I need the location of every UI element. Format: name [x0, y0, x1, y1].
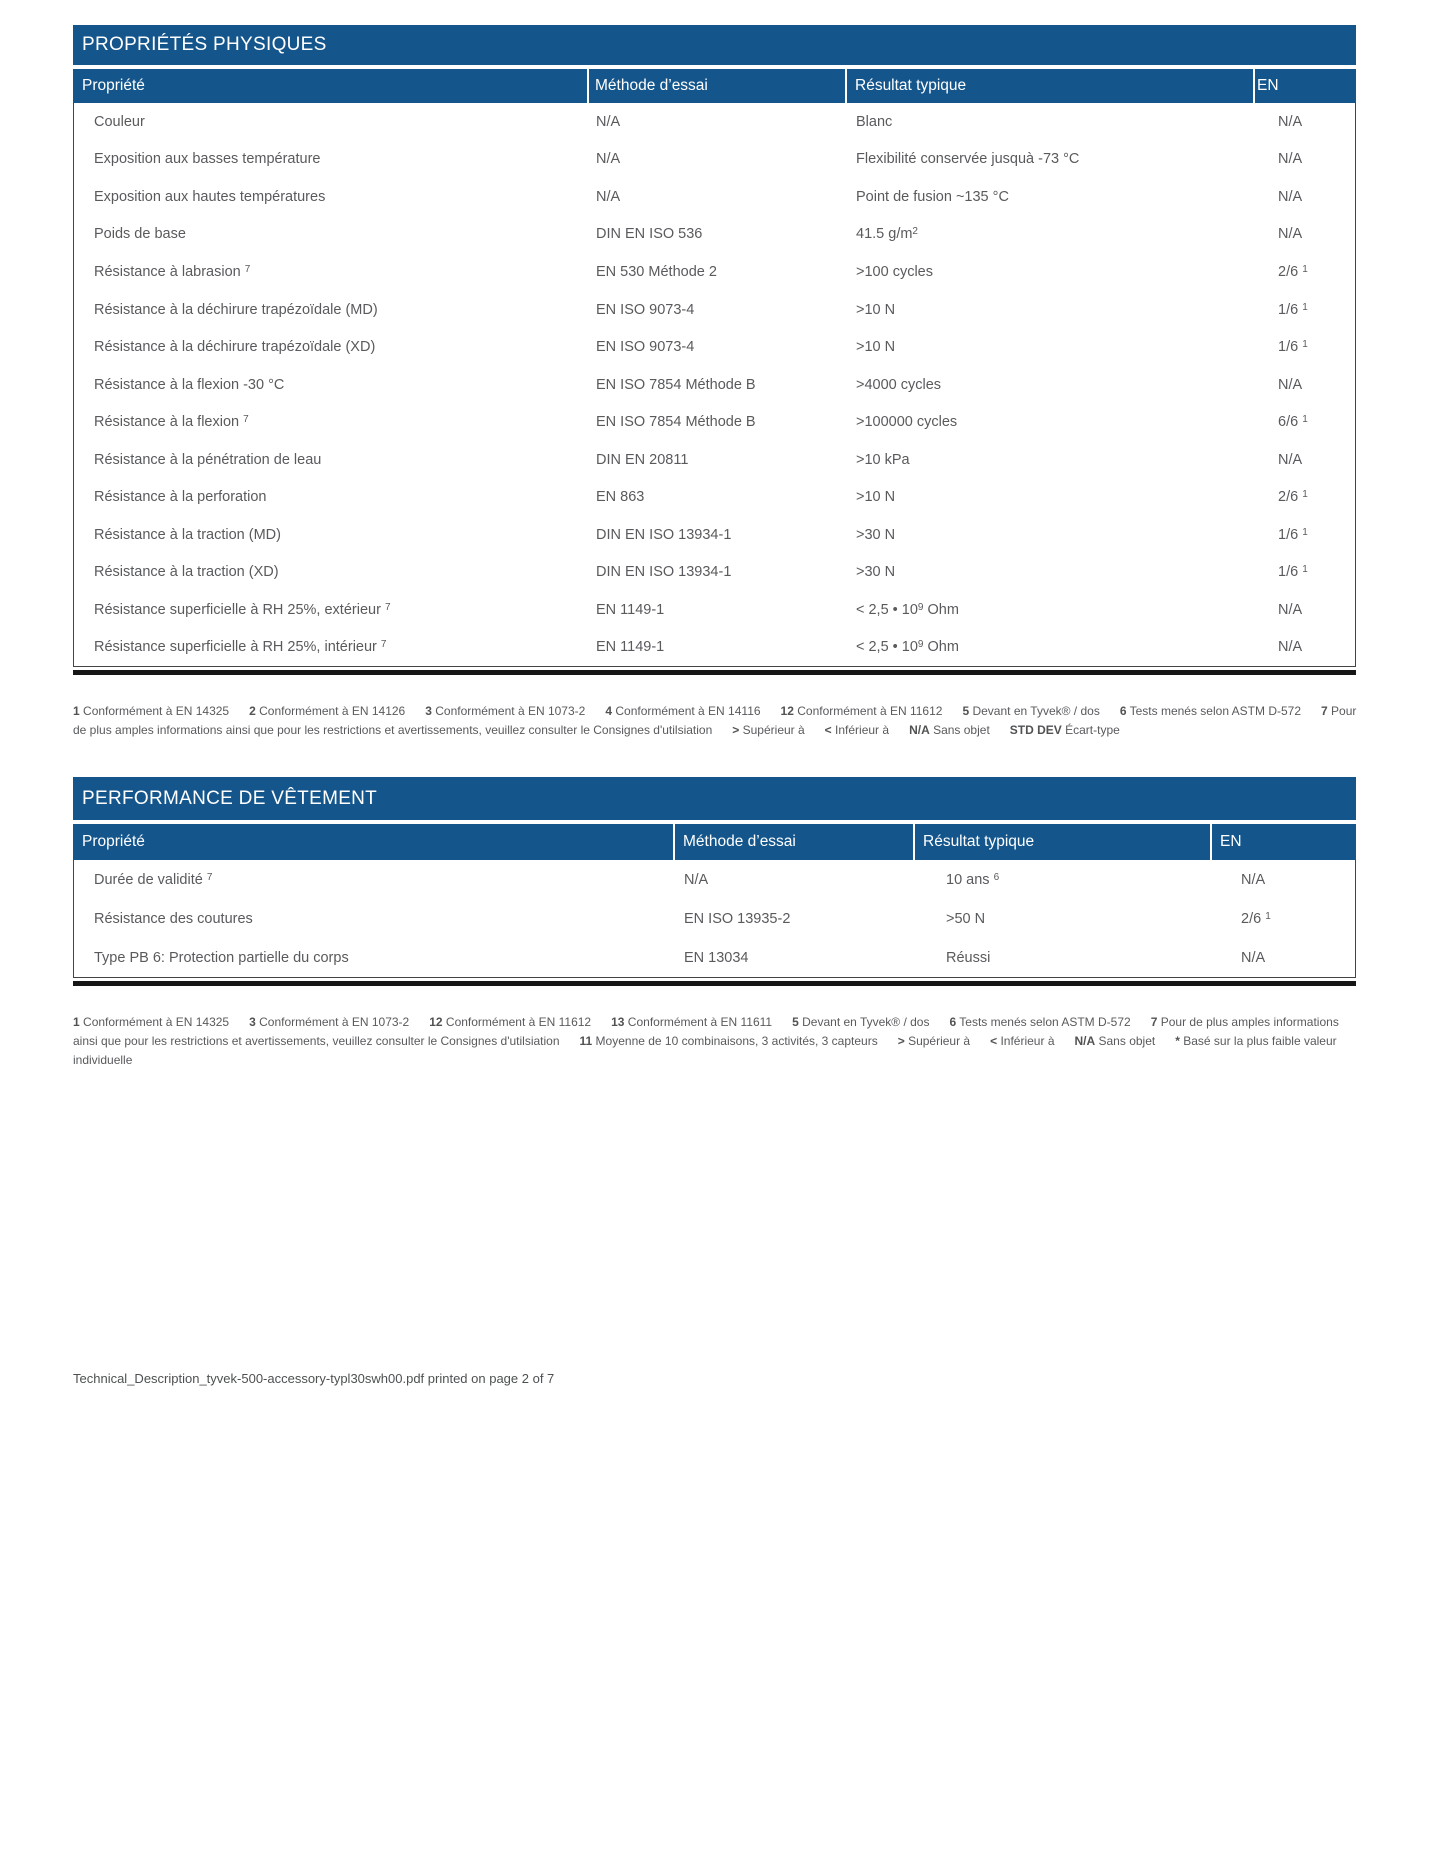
table-cell: Résistance à la flexion $^7$: [94, 414, 249, 431]
table-cell: Résistance à la flexion -30 °C: [94, 376, 285, 393]
section-title-bar: [73, 25, 1356, 65]
table-cell: 2/6 $^1$: [1278, 263, 1308, 280]
footnote-item: 1 Conformément à EN 14325: [73, 1015, 230, 1029]
table-row: [74, 253, 1355, 291]
table-cell: < 2,5 • $10^9$ Ohm: [856, 639, 959, 656]
table-cell: DIN EN ISO 13934-1: [596, 526, 732, 543]
table-cell: Résistance superficielle à RH 25%, extérieur $^7$: [94, 601, 391, 618]
table-cell: 41.5 $g/m^2$: [856, 226, 918, 243]
table-cell: >50 N: [946, 910, 986, 927]
footnote-item: N/A Sans objet: [909, 723, 990, 738]
footnote-item: 11 Moyenne de 10 combinaisons, 3 activités, 3 capteurs: [579, 1034, 878, 1048]
bottom-rule: [73, 981, 1356, 986]
table-body: [73, 103, 1356, 667]
physical-properties-table: [73, 25, 1356, 740]
table-cell: Exposition aux hautes températures: [94, 188, 326, 205]
table-cell: N/A: [1278, 151, 1303, 168]
footnotes-block: [73, 1013, 1363, 1070]
table-cell: EN ISO 7854 Méthode B: [596, 414, 756, 431]
table-cell: >4000 cycles: [856, 376, 942, 393]
section-title-bar: [73, 777, 1356, 820]
footnote-item: < Inférieur à: [990, 1034, 1055, 1048]
garment-performance-table: [73, 777, 1356, 1070]
table-cell: 6/6 $^1$: [1278, 414, 1308, 431]
table-row: [74, 328, 1355, 366]
table-cell: DIN EN ISO 536: [596, 226, 703, 243]
table-row: [74, 441, 1355, 479]
table-cell: N/A: [684, 871, 709, 888]
table-cell: 2/6 $^1$: [1241, 910, 1271, 927]
table-cell: Blanc: [856, 113, 893, 130]
column-header: Méthode d’essai: [595, 77, 708, 94]
table-cell: N/A: [1241, 871, 1266, 888]
table-cell: N/A: [1278, 451, 1303, 468]
table-cell: N/A: [1241, 949, 1266, 966]
table-cell: N/A: [1278, 601, 1303, 618]
footnote-item: 5 Devant en Tyvek® / dos: [792, 1015, 930, 1029]
footnote-item: 1 Conformément à EN 14325: [73, 704, 230, 719]
header-divider: [673, 824, 675, 860]
column-header: Propriété: [82, 77, 145, 94]
bottom-rule: [73, 670, 1356, 675]
footnote-item: 3 Conformément à EN 1073-2: [425, 704, 586, 719]
table-cell: >10 kPa: [856, 451, 910, 468]
footnote-item: > Supérieur à: [732, 723, 805, 738]
column-header: Résultat typique: [855, 77, 967, 94]
table-row: [74, 516, 1355, 554]
table-cell: EN 530 Méthode 2: [596, 263, 717, 280]
column-header: Propriété: [82, 833, 145, 850]
table-cell: N/A: [1278, 376, 1303, 393]
footnote-item: * Basé sur la plus faible valeur individuelle: [73, 1034, 1337, 1067]
table-cell: Résistance à la déchirure trapézoïdale (MD): [94, 301, 378, 318]
table-cell: Exposition aux basses température: [94, 151, 321, 168]
table-row: [74, 554, 1355, 592]
table-cell: >100 cycles: [856, 263, 933, 280]
table-cell: N/A: [1278, 188, 1303, 205]
table-cell: >10 N: [856, 489, 896, 506]
table-cell: 1/6 $^1$: [1278, 564, 1308, 581]
footnote-item: N/A Sans objet: [1074, 1034, 1156, 1048]
footnote-item: 2 Conformément à EN 14126: [249, 704, 406, 719]
table-cell: < 2,5 • $10^9$ Ohm: [856, 601, 959, 618]
table-cell: N/A: [596, 151, 621, 168]
table-cell: 10 ans $^6$: [946, 871, 1000, 888]
table-cell: Couleur: [94, 113, 145, 130]
table-cell: >30 N: [856, 526, 896, 543]
table-cell: EN 1149-1: [596, 639, 665, 656]
footnote-item: 6 Tests menés selon ASTM D-572: [1119, 704, 1302, 719]
table-cell: Résistance à la traction (XD): [94, 564, 279, 581]
header-divider: [845, 69, 847, 103]
table-cell: EN ISO 9073-4: [596, 339, 695, 356]
column-header: EN: [1220, 833, 1242, 850]
table-header-row: [73, 69, 1356, 103]
footnote-item: 7 Pour de plus amples informations ainsi que pour les restrictions et avertissements, veuillez consulter le Consignes d'utilsiation: [73, 1015, 1339, 1048]
page-footer: Technical_Description_tyvek-500-accessory-typl30swh00.pdf printed on page 2 of 7: [73, 1371, 555, 1386]
table-header-row: [73, 824, 1356, 860]
table-cell: EN ISO 9073-4: [596, 301, 695, 318]
table-cell: Poids de base: [94, 226, 186, 243]
column-header: Méthode d’essai: [683, 833, 796, 850]
table-row: [74, 478, 1355, 516]
table-row: [74, 103, 1355, 141]
footnotes-block: [73, 702, 1363, 740]
table-cell: Point de fusion ~135 °C: [856, 188, 1009, 205]
table-cell: Résistance à la perforation: [94, 489, 267, 506]
table-cell: N/A: [1278, 639, 1303, 656]
table-row: [74, 141, 1355, 179]
header-divider: [913, 824, 915, 860]
footnote-item: 6 Tests menés selon ASTM D-572: [949, 1015, 1131, 1029]
table-row: [74, 899, 1355, 938]
table-row: [74, 938, 1355, 977]
header-divider: [1253, 69, 1255, 103]
section-title: PROPRIÉTÉS PHYSIQUES: [82, 34, 327, 55]
footnote-item: 4 Conformément à EN 14116: [605, 704, 761, 719]
table-cell: N/A: [1278, 113, 1303, 130]
table-row: [74, 291, 1355, 329]
table-cell: EN ISO 13935-2: [684, 910, 791, 927]
column-header: EN: [1257, 77, 1279, 94]
table-cell: Résistance superficielle à RH 25%, intérieur $^7$: [94, 639, 387, 656]
table-cell: EN 13034: [684, 949, 749, 966]
table-row: [74, 629, 1355, 667]
table-cell: Résistance à la traction (MD): [94, 526, 281, 543]
table-cell: EN ISO 7854 Méthode B: [596, 376, 756, 393]
table-cell: EN 1149-1: [596, 601, 665, 618]
footnote-item: STD DEV Écart-type: [1009, 723, 1120, 738]
table-cell: Résistance à la déchirure trapézoïdale (XD): [94, 339, 376, 356]
table-row: [74, 178, 1355, 216]
table-row: [74, 216, 1355, 254]
table-cell: N/A: [596, 188, 621, 205]
table-cell: Flexibilité conservée jusquà -73 °C: [856, 151, 1080, 168]
footnote-item: 13 Conformément à EN 11611: [611, 1015, 773, 1029]
table-cell: 1/6 $^1$: [1278, 526, 1308, 543]
table-cell: Résistance à la pénétration de leau: [94, 451, 322, 468]
table-cell: >30 N: [856, 564, 896, 581]
table-cell: N/A: [1278, 226, 1303, 243]
table-cell: 1/6 $^1$: [1278, 339, 1308, 356]
header-divider: [1210, 824, 1212, 860]
table-cell: >100000 cycles: [856, 414, 958, 431]
table-cell: Résistance à labrasion $^7$: [94, 263, 251, 280]
table-cell: >10 N: [856, 339, 896, 356]
table-cell: N/A: [596, 113, 621, 130]
footnote-item: < Inférieur à: [824, 723, 890, 738]
table-cell: >10 N: [856, 301, 896, 318]
footnote-item: 12 Conformément à EN 11612: [780, 704, 943, 719]
table-cell: DIN EN 20811: [596, 451, 689, 468]
footnote-item: 3 Conformément à EN 1073-2: [249, 1015, 410, 1029]
footnote-item: 7 Pour de plus amples informations ainsi que pour les restrictions et avertissements, veuillez consulter le Consignes d'utilsiation: [73, 704, 1357, 738]
footnote-item: > Supérieur à: [897, 1034, 971, 1048]
header-divider: [587, 69, 589, 103]
table-cell: DIN EN ISO 13934-1: [596, 564, 732, 581]
table-cell: Type PB 6: Protection partielle du corps: [94, 949, 349, 966]
table-cell: Réussi: [946, 949, 991, 966]
table-row: [74, 860, 1355, 899]
table-row: [74, 366, 1355, 404]
table-cell: Durée de validité $^7$: [94, 871, 213, 888]
table-row: [74, 591, 1355, 629]
table-body: [73, 860, 1356, 978]
footnote-item: 12 Conformément à EN 11612: [429, 1015, 592, 1029]
footnote-item: 5 Devant en Tyvek® / dos: [962, 704, 1100, 719]
table-cell: EN 863: [596, 489, 645, 506]
table-cell: Résistance des coutures: [94, 910, 253, 927]
column-header: Résultat typique: [923, 833, 1035, 850]
section-title: PERFORMANCE DE VÊTEMENT: [82, 787, 378, 809]
table-row: [74, 403, 1355, 441]
table-cell: 2/6 $^1$: [1278, 489, 1308, 506]
table-cell: 1/6 $^1$: [1278, 301, 1308, 318]
